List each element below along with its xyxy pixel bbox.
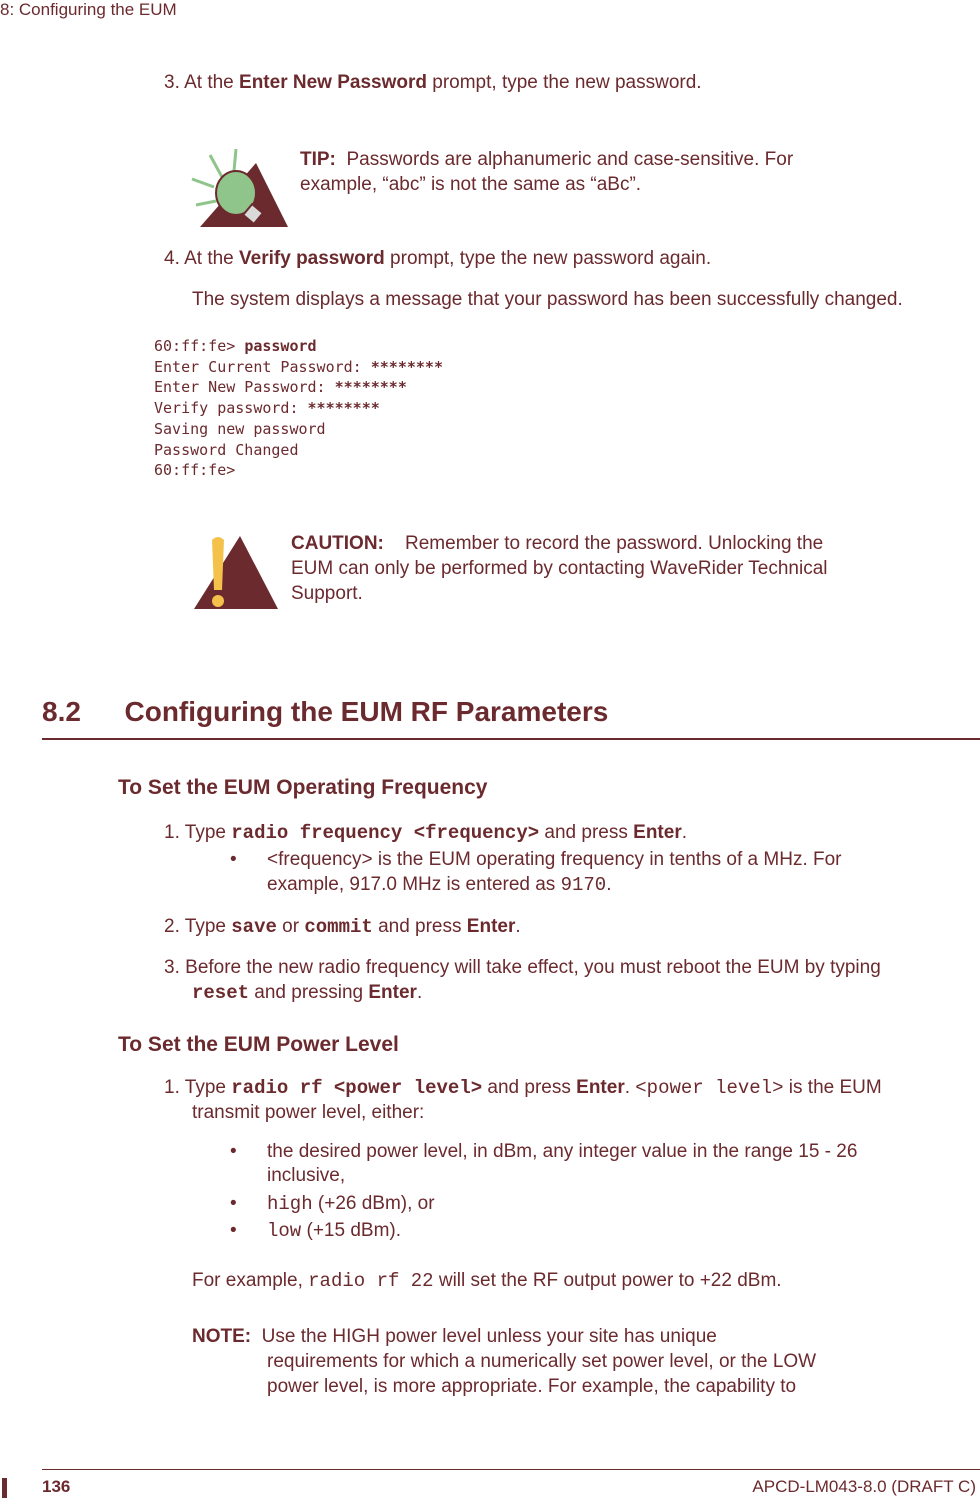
step-keyword: Enter [576,1077,625,1098]
power-bullet-2: high (+26 dBm), or [267,1193,435,1215]
bullet-mark: • [230,1193,237,1214]
caution-line-1 [291,533,823,555]
caution-label: CAUTION: [291,533,384,554]
option-code: high [267,1193,313,1215]
running-header: 8: Configuring the EUM [0,0,177,19]
footer-rule [42,1469,980,1470]
freq-bullet-line-1: <frequency> is the EUM operating frequency in tenths of a MHz. For [267,849,842,870]
step-keyword: Enter [633,822,682,843]
bullet-mark: • [230,1220,237,1241]
parameter-code: <power level> [635,1077,784,1099]
step-keyword: Enter New Password [239,72,427,93]
bullet-mark: • [230,849,237,870]
caution-line-3: Support. [291,583,363,604]
example-code: 9170 [560,874,607,896]
step-number: 3. [164,72,180,93]
power-bullet-3: low (+15 dBm). [267,1220,402,1242]
section-rule [42,738,980,740]
tip-line-1 [300,149,793,171]
power-bullet-1-line-1: the desired power level, in dBm, any integer value in the range 15 - 26 [267,1141,858,1162]
console-line: Verify password: ******** [154,399,380,418]
option-code: low [267,1220,302,1242]
section-number: 8.2 [42,696,81,727]
step-keyword: Verify password [239,248,385,269]
step-4-result: The system displays a message that your password has been successfully changed. [192,289,903,310]
freq-step-2: 2. Type save or commit and press Enter. [164,916,521,938]
document-id: APCD-LM043-8.0 (DRAFT C) [752,1477,976,1496]
step-keyword: Enter [368,982,417,1003]
console-output [154,336,443,481]
console-line: 60:ff:fe> password [154,337,317,355]
lightbulb-icon [190,145,290,230]
section-title: Configuring the EUM RF Parameters [124,696,609,727]
step-keyword: Enter [466,916,516,937]
warning-icon [192,532,280,612]
step-text: At the [184,72,234,93]
freq-step-3-line-1: 3. Before the new radio frequency will take effect, you must reboot the EUM by typing [164,957,881,978]
power-step-1-line-1: 1. Type radio rf <power level> and press Enter. <power level> is the EUM [164,1077,882,1099]
command-code: commit [304,916,373,938]
step-4 [164,248,711,270]
footer-marker [2,1478,7,1498]
note-label: NOTE: [192,1326,252,1347]
note-line-1: NOTE: Use the HIGH power level unless your site has unique [192,1326,717,1347]
console-line: 60:ff:fe> [154,461,236,480]
power-step-1-line-2: transmit power level, either: [192,1102,425,1123]
freq-step-1: 1. Type radio frequency <frequency> and press Enter. [164,822,688,844]
caution-line-2: EUM can only be performed by contacting WaveRider Technical [291,558,828,579]
tip-line-2: example, “abc” is not the same as “aBc”. [300,174,642,195]
bullet-mark: • [230,1141,237,1162]
step-text: At the [184,248,234,269]
console-line: Saving new password [154,419,326,438]
tip-text: Passwords are alphanumeric and case-sensitive. For [346,149,794,170]
step-number: 4. [164,248,180,269]
power-example: For example, radio rf 22 will set the RF output power to +22 dBm. [192,1270,782,1292]
note-line-3: power level, is more appropriate. For example, the capability to [267,1376,797,1397]
subsection-heading-power: To Set the EUM Power Level [118,1033,399,1056]
command-code: radio rf <power level> [231,1077,483,1099]
command-code: radio frequency <frequency> [231,822,540,844]
step-3 [164,72,702,94]
caution-text: Remember to record the password. Unlocking the [405,533,824,554]
freq-step-3-line-2: reset and pressing Enter. [192,982,423,1004]
freq-bullet-line-2: example, 917.0 MHz is entered as 9170. [267,874,612,896]
note-line-2: requirements for which a numerically set power level, or the LOW [267,1351,817,1372]
step-text: prompt, type the new password again. [390,248,712,269]
command-code: save [231,916,277,938]
console-line: Enter Current Password: ******** [154,357,443,376]
power-bullet-1-line-2: inclusive, [267,1165,346,1186]
tip-label: TIP: [300,149,336,170]
section-heading [42,696,608,728]
console-line: Enter New Password: ******** [154,378,407,397]
command-code: reset [192,982,250,1004]
subsection-heading-frequency: To Set the EUM Operating Frequency [118,776,488,799]
step-text: prompt, type the new password. [432,72,702,93]
example-code: radio rf 22 [308,1270,434,1292]
console-line: Password Changed [154,440,299,459]
page-number: 136 [42,1477,71,1496]
